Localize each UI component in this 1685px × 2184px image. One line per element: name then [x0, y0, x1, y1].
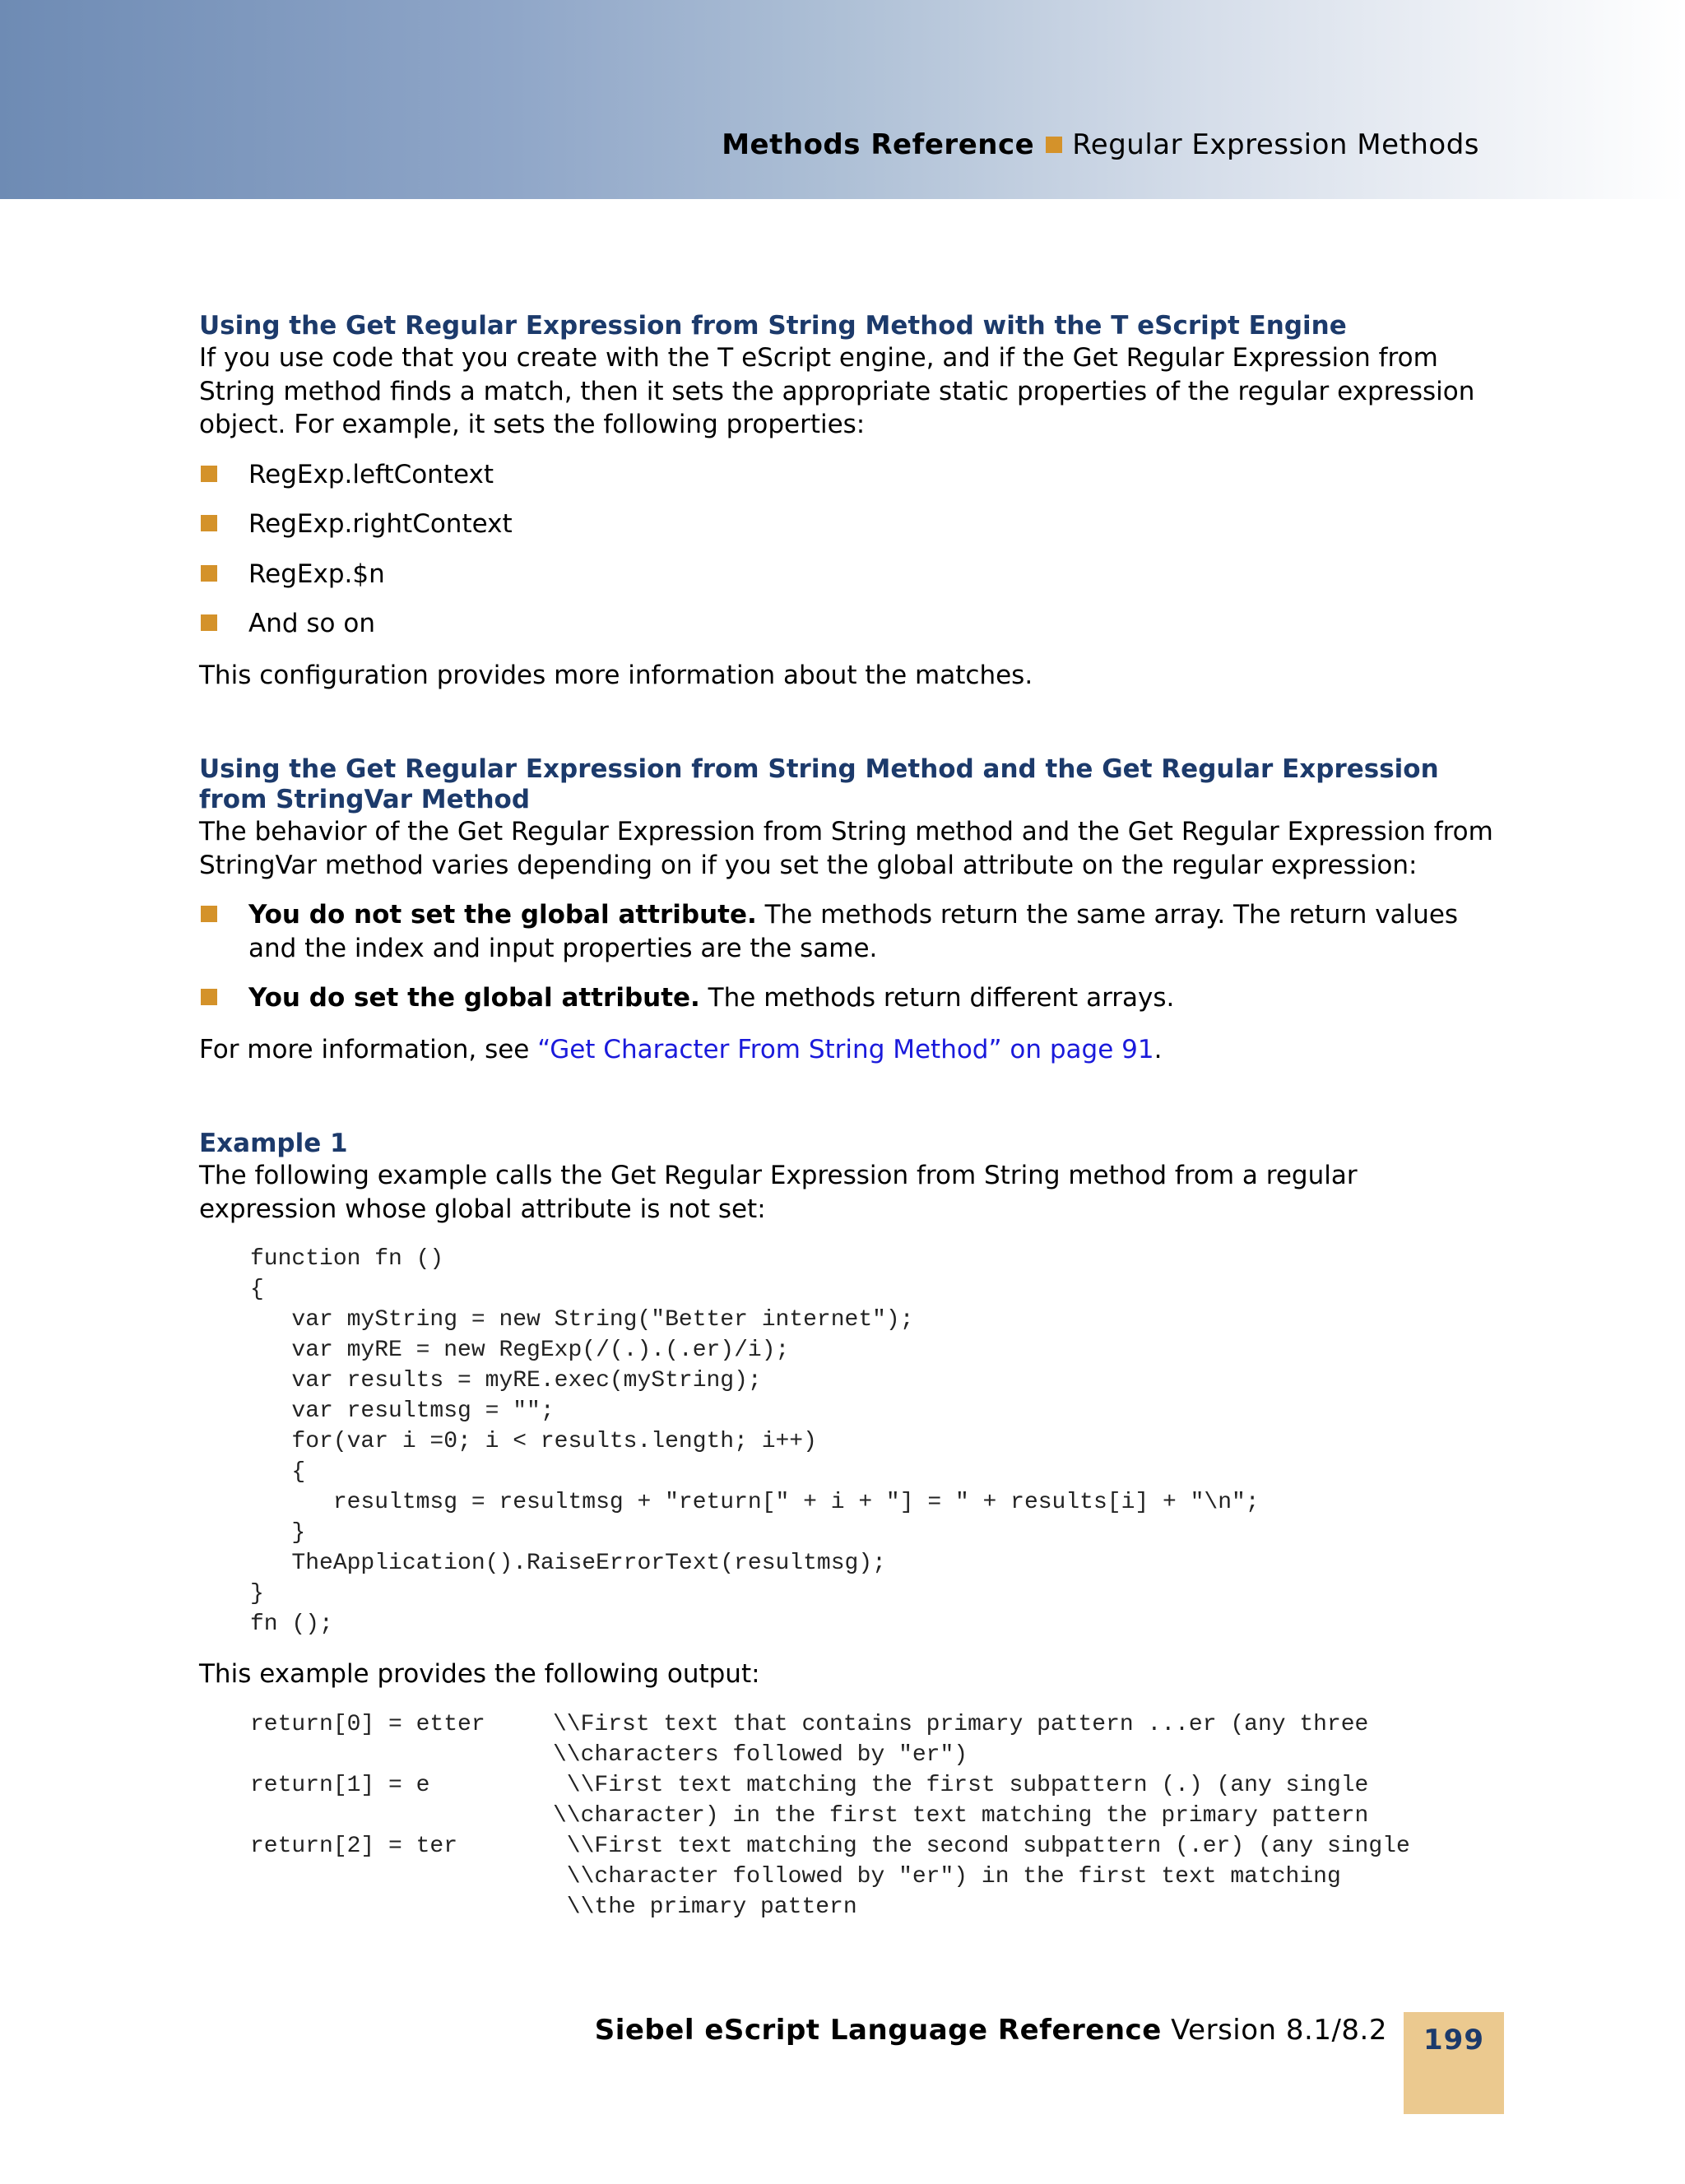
page-number: 199: [1423, 2024, 1484, 2056]
section2-heading: Using the Get Regular Expression from String Method and the Get Regular Expression from StringVar Method: [199, 754, 1439, 814]
example1-heading: Example 1: [199, 1129, 348, 1158]
bullet-square-icon: [201, 989, 217, 1005]
output-comment: \\First text matching the first subpattern (.) (any single \\character) in the first text matching the primary pattern: [553, 1772, 1369, 1829]
section1-intro: If you use code that you create with the T eScript engine, and if the Get Regular Expression from String method finds a match, then it sets the appropriate static properties of the regular expression object. For example, it sets the following properties:: [199, 343, 1475, 439]
output-row: [250, 1770, 1410, 1831]
bullet-text: RegExp.leftContext: [248, 459, 494, 489]
example1-output-intro: This example provides the following output:: [199, 1659, 760, 1689]
section2-bullet-list: [199, 898, 1499, 1015]
list-item: [199, 558, 1499, 591]
cross-reference-link[interactable]: “Get Character From String Method” on page 91: [537, 1034, 1154, 1064]
more-info-suffix: .: [1154, 1034, 1163, 1064]
bullet-text: RegExp.$n: [248, 559, 385, 589]
bullet-lead: You do not set the global attribute.: [248, 900, 757, 930]
bullet-text: RegExp.rightContext: [248, 509, 513, 539]
footer-version: Version 8.1/8.2: [1171, 2014, 1387, 2047]
header-subsection: Regular Expression Methods: [1072, 128, 1479, 161]
code-block: function fn () { var myString = new String("Better internet"); var myRE = new RegExp(/(.).(.er)/i); var results = myRE.exec(myString); var resultmsg = ""; for(var i =0; i < results.length; i++) { resultmsg = resultmsg + "return[" + i + "] = " + results[i] + "\n"; } TheApplication().RaiseErrorText(resultmsg); } fn ();: [250, 1246, 1260, 1637]
page-number-box: [1404, 2012, 1504, 2114]
section1-bullet-list: [199, 458, 1499, 641]
list-item: [199, 508, 1499, 541]
bullet-square-icon: [201, 565, 217, 582]
section2-intro: The behavior of the Get Regular Expression from String method and the Get Regular Expression from StringVar method varies depending on if you set the global attribute on the regular expression:: [199, 817, 1493, 880]
output-return: return[1] = e: [250, 1772, 430, 1798]
bullet-square-icon: [201, 906, 217, 922]
list-item: [199, 458, 1499, 492]
bullet-text: The methods return the same array. The return values and the index and input properties are the same.: [248, 900, 1459, 963]
bullet-square-icon: [201, 614, 217, 631]
more-info-prefix: For more information, see: [199, 1034, 538, 1064]
section1-heading: Using the Get Regular Expression from String Method with the T eScript Engine: [199, 311, 1347, 341]
running-header: [722, 128, 1479, 161]
header-square-icon: [1046, 137, 1062, 153]
bullet-lead: You do set the global attribute.: [248, 983, 700, 1013]
footer-title: Siebel eScript Language Reference: [594, 2014, 1162, 2047]
bullet-square-icon: [201, 515, 217, 531]
bullet-square-icon: [201, 466, 217, 482]
header-band: [0, 0, 1685, 199]
bullet-text: The methods return different arrays.: [699, 983, 1175, 1013]
output-block: [250, 1709, 1410, 1922]
example1-intro: The following example calls the Get Regular Expression from String method from a regular expression whose global attribute is not set:: [199, 1161, 1358, 1224]
list-item: [199, 898, 1499, 965]
page-content: [199, 311, 1499, 1922]
more-info-paragraph: [199, 1033, 1499, 1067]
running-footer: [595, 2014, 1387, 2047]
section1-outro: This configuration provides more information about the matches.: [199, 660, 1033, 690]
list-item: [199, 981, 1499, 1015]
output-return: return[0] = etter: [250, 1711, 485, 1737]
header-section: Methods Reference: [722, 128, 1035, 161]
bullet-text: And so on: [248, 609, 375, 638]
output-row: [250, 1831, 1410, 1922]
list-item: [199, 607, 1499, 641]
output-return: return[2] = ter: [250, 1833, 458, 1859]
output-comment: \\First text matching the second subpattern (.er) (any single \\character followed by "er") in the first text matching \\the primary pattern: [566, 1833, 1410, 1920]
output-comment: \\First text that contains primary pattern ...er (any three \\characters followed by "er"): [553, 1711, 1369, 1768]
output-row: [250, 1709, 1410, 1770]
